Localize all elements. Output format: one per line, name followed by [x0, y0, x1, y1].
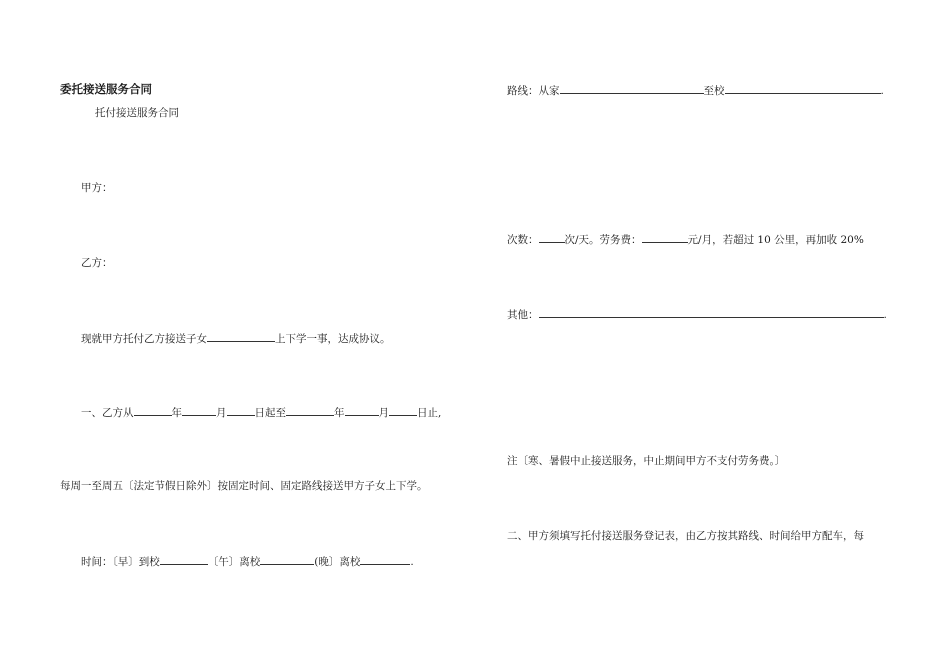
count-label: 次数：	[507, 234, 539, 246]
route-line	[507, 82, 884, 98]
end-year-label: 年	[334, 407, 345, 419]
end-year-blank	[286, 404, 334, 416]
child-name-blank	[207, 330, 275, 342]
fee-blank	[642, 231, 688, 243]
start-day-blank	[227, 404, 255, 416]
vacation-note: 注〔寒、暑假中止接送服务，中止期间甲方不支付劳务费。〕	[507, 455, 786, 467]
time-line	[81, 553, 414, 569]
weekly-schedule-text: 每周一至周五〔法定节假日除外〕按固定时间、固定路线接送甲方子女上下学。	[60, 480, 428, 492]
evening-time-blank	[360, 553, 410, 565]
document-title: 委托接送服务合同	[60, 82, 152, 96]
party-b-label: 乙方：	[81, 257, 113, 269]
start-day-label: 日起至	[254, 407, 286, 419]
noon-time-blank	[260, 553, 314, 565]
clause-one	[81, 404, 441, 420]
route-school-blank	[725, 82, 881, 94]
intro-text-post: 上下学一事，达成协议。	[275, 333, 391, 345]
start-month-blank	[182, 404, 216, 416]
fee-rest-text: 元/月，若超过 10 公里，再加收 20%	[687, 234, 864, 246]
end-day-blank	[389, 404, 417, 416]
count-fee-line	[507, 231, 864, 247]
time-noon-label: 〔午〕离校	[207, 556, 261, 568]
route-line-end: .	[880, 85, 884, 97]
end-month-blank	[345, 404, 379, 416]
intro-text-pre: 现就甲方托付乙方接送子女	[81, 333, 207, 345]
route-label: 路线：从家	[507, 85, 560, 97]
other-line	[507, 306, 887, 322]
clause-one-prefix: 一、乙方从	[81, 407, 134, 419]
start-month-label: 月	[216, 407, 227, 419]
other-blank	[539, 306, 884, 318]
count-blank	[539, 231, 565, 243]
end-day-label: 日止,	[417, 407, 442, 419]
other-line-end: .	[883, 309, 887, 321]
other-label: 其他：	[507, 309, 539, 321]
route-home-blank	[560, 82, 704, 94]
intro-paragraph	[81, 330, 391, 346]
party-a-label: 甲方：	[81, 182, 113, 194]
time-morning-label: 时间：〔早〕到校	[81, 556, 160, 568]
end-month-label: 月	[378, 407, 389, 419]
start-year-label: 年	[171, 407, 182, 419]
route-to-school-label: 至校	[703, 85, 725, 97]
time-line-end: .	[410, 556, 414, 568]
start-year-blank	[134, 404, 172, 416]
count-per-day-text: 次/天。劳务费：	[564, 234, 642, 246]
morning-time-blank	[160, 553, 208, 565]
clause-two: 二、甲方须填写托付接送服务登记表，由乙方按其路线、时间给甲方配车，每	[507, 530, 864, 542]
document-subtitle: 托付接送服务合同	[95, 107, 179, 119]
time-evening-label: (晚〕离校	[314, 556, 361, 568]
